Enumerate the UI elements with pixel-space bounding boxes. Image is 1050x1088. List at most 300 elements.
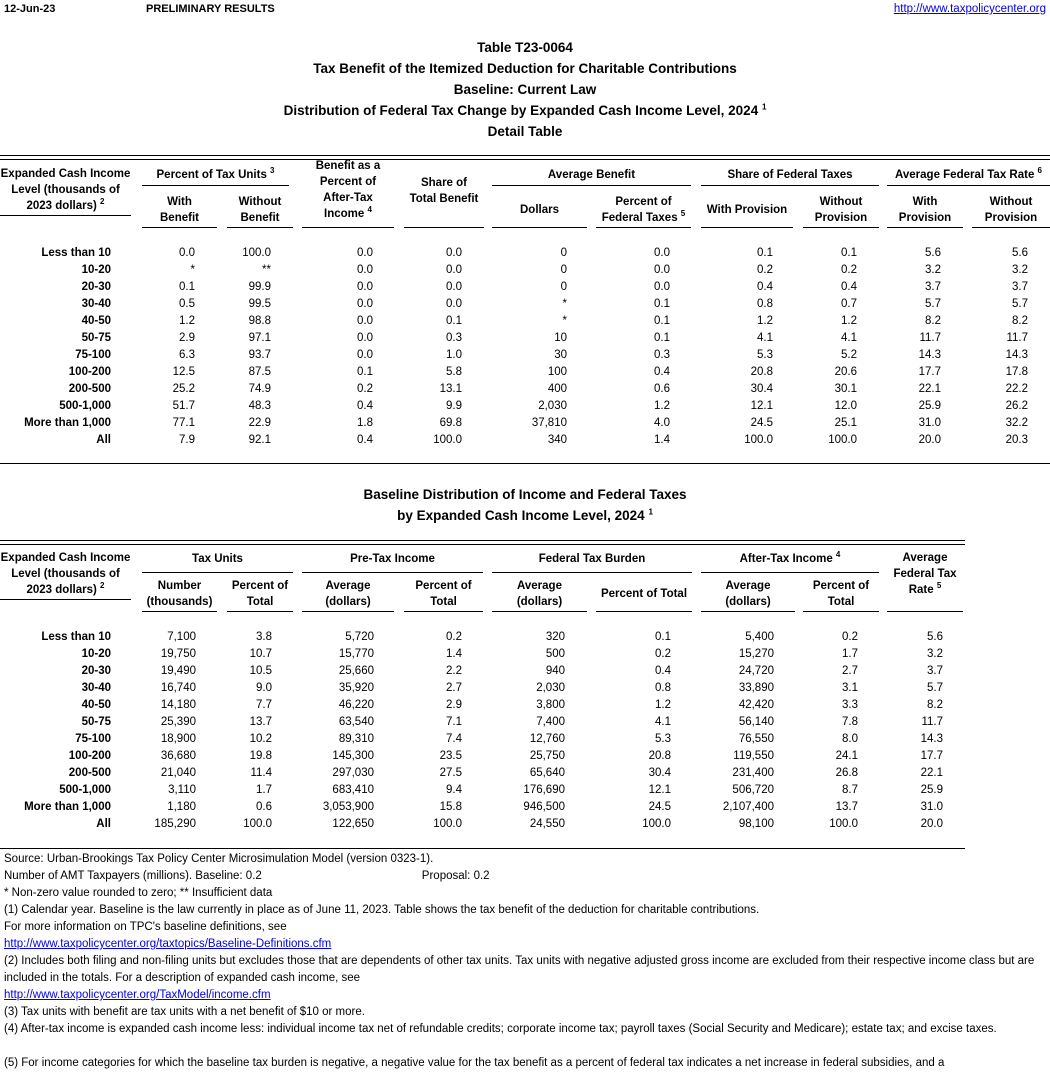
burden-avg-cell: 946,500 bbox=[523, 801, 565, 813]
income-level-cell: 75-100 bbox=[75, 733, 111, 745]
rate-with-cell: 20.0 bbox=[918, 434, 941, 446]
table-row bbox=[0, 245, 1050, 262]
pct-fed-cell: 0.1 bbox=[654, 315, 670, 327]
rate-without-cell: 11.7 bbox=[1006, 332, 1028, 344]
rate-cell: 25.9 bbox=[920, 784, 943, 796]
table-row bbox=[0, 296, 1050, 313]
footnote-4: (4) After-tax income is expanded cash income less: individual income tax net of refundable credits; corporate income tax; payroll taxes (Social Security and Medicare); estate tax; and excise taxes. bbox=[4, 1023, 997, 1035]
t2-col-avg-rate: Average Federal Tax Rate $^5$ bbox=[887, 550, 963, 612]
rate-without-cell: 20.3 bbox=[1005, 434, 1028, 446]
t2-group-tax-units: Tax Units bbox=[142, 551, 293, 573]
number-cell: 18,900 bbox=[160, 733, 196, 745]
rate-with-cell: 17.7 bbox=[918, 366, 941, 378]
after-pct-cell: 3.3 bbox=[842, 699, 858, 711]
rate-cell: 22.1 bbox=[920, 767, 943, 779]
pretax-pct-cell: 1.4 bbox=[446, 648, 462, 660]
detail-label: Detail Table bbox=[487, 124, 563, 139]
after-avg-cell: 5,400 bbox=[745, 631, 774, 643]
burden-avg-cell: 2,030 bbox=[536, 682, 565, 694]
source-note: Source: Urban-Brookings Tax Policy Center Microsimulation Model (version 0323-1). bbox=[4, 853, 434, 865]
t1-col-pct-fed: Percent of Federal Taxes $^5$ bbox=[596, 194, 691, 228]
after-pct-cell: 8.7 bbox=[842, 784, 858, 796]
rate-with-cell: 11.7 bbox=[919, 332, 941, 344]
units-pct-cell: 7.7 bbox=[256, 699, 272, 711]
number-cell: 1,180 bbox=[167, 801, 196, 813]
share-with-cell: 0.2 bbox=[757, 264, 773, 276]
income-level-cell: 30-40 bbox=[81, 682, 111, 694]
pct-fed-cell: 0.3 bbox=[654, 349, 670, 361]
burden-pct-cell: 20.8 bbox=[648, 750, 671, 762]
income-level-cell: 200-500 bbox=[68, 383, 111, 395]
share-without-cell: 4.1 bbox=[841, 332, 857, 344]
pretax-pct-cell: 23.5 bbox=[439, 750, 462, 762]
table1-top-border bbox=[0, 155, 1050, 160]
rate-with-cell: 8.2 bbox=[925, 315, 941, 327]
share-without-cell: 25.1 bbox=[834, 417, 857, 429]
table1-bottom-border bbox=[0, 463, 1050, 464]
rate-without-cell: 5.7 bbox=[1012, 298, 1028, 310]
table-row bbox=[0, 765, 1050, 782]
burden-pct-cell: 0.8 bbox=[655, 682, 671, 694]
share-without-cell: 12.0 bbox=[834, 400, 857, 412]
burden-pct-cell: 4.1 bbox=[655, 716, 671, 728]
pretax-pct-cell: 2.9 bbox=[446, 699, 462, 711]
t1-col-rate-with: With Provision bbox=[887, 194, 963, 228]
pretax-pct-cell: 0.2 bbox=[446, 631, 462, 643]
share-with-cell: 0.1 bbox=[757, 247, 773, 259]
footnote-1: (1) Calendar year. Baseline is the law currently in place as of June 11, 2023. Table shows the tax benefit of the deduction for charitable contributions. bbox=[4, 904, 760, 916]
avg-dollars-cell: * bbox=[562, 298, 567, 310]
income-level-cell: All bbox=[96, 818, 111, 830]
units-pct-cell: 13.7 bbox=[249, 716, 272, 728]
income-level-cell: More than 1,000 bbox=[24, 417, 111, 429]
pretax-avg-cell: 63,540 bbox=[338, 716, 374, 728]
t2-col-after-pct: Percent of Total bbox=[803, 578, 879, 612]
with-benefit-cell: 25.2 bbox=[172, 383, 195, 395]
share-total-cell: 0.0 bbox=[446, 281, 462, 293]
t2-col-number: Number (thousands) bbox=[142, 578, 217, 612]
table2-top-border bbox=[0, 540, 965, 545]
table-row bbox=[0, 415, 1050, 432]
benefit-pct-cell: 0.2 bbox=[357, 383, 373, 395]
pct-fed-cell: 0.0 bbox=[654, 264, 670, 276]
table-row bbox=[0, 714, 1050, 731]
after-avg-cell: 119,550 bbox=[733, 750, 774, 762]
table-id: Table T23-0064 bbox=[477, 40, 573, 55]
t1-col-benefit-pct: Benefit as a Percent of After-Tax Income $^4$ bbox=[302, 158, 394, 228]
without-benefit-cell: 93.7 bbox=[248, 349, 271, 361]
income-level-cell: 500-1,000 bbox=[59, 784, 111, 796]
t1-col-with-benefit: With Benefit bbox=[142, 194, 217, 228]
rate-without-cell: 14.3 bbox=[1005, 349, 1028, 361]
table-row bbox=[0, 748, 1050, 765]
with-benefit-cell: 77.1 bbox=[172, 417, 195, 429]
number-cell: 21,040 bbox=[160, 767, 196, 779]
share-with-cell: 5.3 bbox=[757, 349, 773, 361]
with-benefit-cell: 0.0 bbox=[179, 247, 195, 259]
avg-dollars-cell: 0 bbox=[560, 264, 567, 276]
pretax-pct-cell: 7.1 bbox=[446, 716, 462, 728]
burden-avg-cell: 24,550 bbox=[529, 818, 565, 830]
after-pct-cell: 8.0 bbox=[842, 733, 858, 745]
table-row bbox=[0, 799, 1050, 816]
rate-with-cell: 31.0 bbox=[918, 417, 941, 429]
units-pct-cell: 10.5 bbox=[249, 665, 272, 677]
after-pct-cell: 2.7 bbox=[842, 665, 858, 677]
number-cell: 19,750 bbox=[160, 648, 196, 660]
after-avg-cell: 24,720 bbox=[738, 665, 774, 677]
share-total-cell: 0.0 bbox=[446, 298, 462, 310]
t2-group-pretax: Pre-Tax Income bbox=[302, 551, 483, 573]
rate-cell: 17.7 bbox=[920, 750, 943, 762]
income-level-cell: 100-200 bbox=[68, 366, 111, 378]
after-avg-cell: 56,140 bbox=[738, 716, 774, 728]
avg-dollars-cell: 30 bbox=[554, 349, 567, 361]
income-level-cell: 20-30 bbox=[81, 281, 111, 293]
avg-dollars-cell: 340 bbox=[547, 434, 567, 446]
without-benefit-cell: 99.9 bbox=[248, 281, 271, 293]
t2-col-burden-pct: Percent of Total bbox=[596, 578, 692, 612]
share-without-cell: 20.6 bbox=[834, 366, 857, 378]
number-cell: 3,110 bbox=[168, 784, 196, 796]
t1-col-income-level: Expanded Cash Income Level (thousands of 2023 dollars) $^2$ bbox=[0, 166, 131, 216]
pretax-avg-cell: 15,770 bbox=[338, 648, 374, 660]
table-title: Tax Benefit of the Itemized Deduction for Charitable Contributions bbox=[313, 61, 737, 76]
pretax-pct-cell: 27.5 bbox=[439, 767, 462, 779]
benefit-pct-cell: 0.1 bbox=[357, 366, 373, 378]
report-date: 12-Jun-23 bbox=[4, 3, 56, 15]
pretax-pct-cell: 9.4 bbox=[446, 784, 462, 796]
footnote-1b: For more information on TPC's baseline definitions, see bbox=[4, 921, 287, 933]
rate-cell: 5.7 bbox=[927, 682, 943, 694]
income-definition-link[interactable]: http://www.taxpolicycenter.org/TaxModel/income.cfm bbox=[4, 989, 271, 1001]
burden-pct-cell: 30.4 bbox=[648, 767, 671, 779]
t1-group-pct-tax-units: Percent of Tax Units $^3$ bbox=[142, 167, 289, 186]
pretax-avg-cell: 35,920 bbox=[338, 682, 374, 694]
pretax-avg-cell: 3,053,900 bbox=[322, 801, 374, 813]
without-benefit-cell: 99.5 bbox=[248, 298, 271, 310]
burden-pct-cell: 24.5 bbox=[648, 801, 671, 813]
pretax-pct-cell: 2.2 bbox=[446, 665, 462, 677]
share-without-cell: 1.2 bbox=[841, 315, 857, 327]
table-row bbox=[0, 629, 1050, 646]
burden-pct-cell: 1.2 bbox=[655, 699, 671, 711]
table-subtitle: Distribution of Federal Tax Change by Expanded Cash Income Level, 2024 $^1$ bbox=[283, 102, 767, 118]
burden-avg-cell: 3,800 bbox=[536, 699, 565, 711]
income-level-cell: All bbox=[96, 434, 111, 446]
share-with-cell: 20.8 bbox=[750, 366, 773, 378]
burden-avg-cell: 176,690 bbox=[523, 784, 565, 796]
pretax-avg-cell: 25,660 bbox=[338, 665, 374, 677]
share-without-cell: 0.4 bbox=[841, 281, 857, 293]
after-avg-cell: 42,420 bbox=[738, 699, 774, 711]
share-total-cell: 0.3 bbox=[446, 332, 462, 344]
benefit-pct-cell: 0.0 bbox=[357, 315, 373, 327]
benefit-pct-cell: 0.4 bbox=[357, 400, 373, 412]
burden-avg-cell: 65,640 bbox=[529, 767, 565, 779]
avg-dollars-cell: 37,810 bbox=[531, 417, 567, 429]
rate-with-cell: 5.6 bbox=[925, 247, 941, 259]
number-cell: 36,680 bbox=[160, 750, 196, 762]
share-total-cell: 9.9 bbox=[446, 400, 462, 412]
pct-fed-cell: 1.2 bbox=[654, 400, 670, 412]
tpc-link[interactable]: http://www.taxpolicycenter.org bbox=[893, 3, 1046, 15]
share-without-cell: 0.7 bbox=[841, 298, 857, 310]
burden-avg-cell: 7,400 bbox=[536, 716, 565, 728]
with-benefit-cell: 7.9 bbox=[179, 434, 195, 446]
table-row bbox=[0, 381, 1050, 398]
rate-without-cell: 26.2 bbox=[1005, 400, 1028, 412]
burden-pct-cell: 100.0 bbox=[642, 818, 671, 830]
table-row bbox=[0, 262, 1050, 279]
without-benefit-cell: 100.0 bbox=[242, 247, 271, 259]
with-benefit-cell: 51.7 bbox=[172, 400, 195, 412]
pretax-pct-cell: 7.4 bbox=[446, 733, 462, 745]
after-avg-cell: 506,720 bbox=[732, 784, 774, 796]
number-cell: 19,490 bbox=[160, 665, 196, 677]
t1-group-avg-rate: Average Federal Tax Rate $^6$ bbox=[887, 167, 1050, 186]
avg-dollars-cell: 0 bbox=[560, 247, 567, 259]
benefit-pct-cell: 0.0 bbox=[357, 281, 373, 293]
pct-fed-cell: 0.4 bbox=[654, 366, 670, 378]
rate-cell: 5.6 bbox=[927, 631, 943, 643]
avg-dollars-cell: 0 bbox=[560, 281, 567, 293]
table-row bbox=[0, 347, 1050, 364]
t2-col-income-level: Expanded Cash Income Level (thousands of 2023 dollars) $^2$ bbox=[0, 550, 131, 600]
t1-col-share-without: Without Provision bbox=[803, 194, 879, 228]
burden-avg-cell: 25,750 bbox=[529, 750, 565, 762]
share-total-cell: 0.0 bbox=[446, 247, 462, 259]
after-pct-cell: 3.1 bbox=[842, 682, 858, 694]
without-benefit-cell: ** bbox=[262, 264, 271, 276]
share-with-cell: 100.0 bbox=[744, 434, 773, 446]
pretax-avg-cell: 145,300 bbox=[332, 750, 374, 762]
pretax-avg-cell: 89,310 bbox=[338, 733, 374, 745]
income-level-cell: 75-100 bbox=[75, 349, 111, 361]
with-benefit-cell: 0.1 bbox=[179, 281, 195, 293]
pretax-pct-cell: 2.7 bbox=[446, 682, 462, 694]
after-avg-cell: 2,107,400 bbox=[722, 801, 774, 813]
benefit-pct-cell: 0.4 bbox=[357, 434, 373, 446]
table-row bbox=[0, 313, 1050, 330]
table-row bbox=[0, 646, 1050, 663]
footnotes bbox=[4, 851, 1046, 1072]
income-level-cell: 10-20 bbox=[81, 648, 111, 660]
rate-without-cell: 22.2 bbox=[1005, 383, 1028, 395]
without-benefit-cell: 48.3 bbox=[248, 400, 271, 412]
with-benefit-cell: 2.9 bbox=[179, 332, 195, 344]
share-total-cell: 1.0 bbox=[446, 349, 462, 361]
pct-fed-cell: 0.1 bbox=[654, 332, 670, 344]
table-row bbox=[0, 782, 1050, 799]
units-pct-cell: 10.2 bbox=[249, 733, 272, 745]
share-without-cell: 5.2 bbox=[841, 349, 857, 361]
income-level-cell: 20-30 bbox=[81, 665, 111, 677]
income-level-cell: 100-200 bbox=[68, 750, 111, 762]
share-total-cell: 69.8 bbox=[439, 417, 462, 429]
table-row bbox=[0, 731, 1050, 748]
units-pct-cell: 19.8 bbox=[249, 750, 272, 762]
share-total-cell: 100.0 bbox=[433, 434, 462, 446]
share-with-cell: 30.4 bbox=[750, 383, 773, 395]
table-row bbox=[0, 364, 1050, 381]
legend-note: * Non-zero value rounded to zero; ** Insufficient data bbox=[4, 887, 273, 899]
table2-titles: Baseline Distribution of Income and Federal Taxes by Expanded Cash Income Level, 2024 $^1$ bbox=[363, 487, 687, 523]
rate-cell: 20.0 bbox=[920, 818, 943, 830]
t2-col-units-pct: Percent of Total bbox=[227, 578, 293, 612]
burden-pct-cell: 5.3 bbox=[655, 733, 671, 745]
t1-col-without-benefit: Without Benefit bbox=[227, 194, 293, 228]
t1-group-avg-benefit: Average Benefit bbox=[492, 167, 691, 186]
after-pct-cell: 13.7 bbox=[835, 801, 858, 813]
share-with-cell: 12.1 bbox=[750, 400, 773, 412]
table-row bbox=[0, 680, 1050, 697]
with-benefit-cell: 0.5 bbox=[179, 298, 195, 310]
units-pct-cell: 9.0 bbox=[256, 682, 272, 694]
burden-pct-cell: 0.1 bbox=[655, 631, 671, 643]
table-row bbox=[0, 432, 1050, 449]
after-avg-cell: 231,400 bbox=[732, 767, 774, 779]
pretax-pct-cell: 100.0 bbox=[433, 818, 462, 830]
pct-fed-cell: 0.0 bbox=[654, 281, 670, 293]
pct-fed-cell: 1.4 bbox=[654, 434, 670, 446]
pct-fed-cell: 0.6 bbox=[654, 383, 670, 395]
income-level-cell: 40-50 bbox=[81, 315, 111, 327]
benefit-pct-cell: 0.0 bbox=[357, 247, 373, 259]
rate-without-cell: 5.6 bbox=[1012, 247, 1028, 259]
table-row bbox=[0, 816, 1050, 833]
income-level-cell: Less than 10 bbox=[41, 631, 111, 643]
burden-pct-cell: 0.4 bbox=[655, 665, 671, 677]
with-benefit-cell: * bbox=[190, 264, 195, 276]
units-pct-cell: 3.8 bbox=[256, 631, 272, 643]
rate-with-cell: 25.9 bbox=[918, 400, 941, 412]
avg-dollars-cell: * bbox=[562, 315, 567, 327]
without-benefit-cell: 97.1 bbox=[248, 332, 271, 344]
number-cell: 14,180 bbox=[160, 699, 196, 711]
table-titles bbox=[0, 37, 1050, 142]
footnote-3: (3) Tax units with benefit are tax units with a net benefit of $10 or more. bbox=[4, 1006, 365, 1018]
pretax-avg-cell: 297,030 bbox=[332, 767, 374, 779]
after-pct-cell: 0.2 bbox=[842, 631, 858, 643]
rate-with-cell: 3.7 bbox=[925, 281, 941, 293]
income-level-cell: More than 1,000 bbox=[24, 801, 111, 813]
rate-without-cell: 3.7 bbox=[1012, 281, 1028, 293]
preliminary-label: PRELIMINARY RESULTS bbox=[146, 3, 275, 15]
benefit-pct-cell: 0.0 bbox=[357, 264, 373, 276]
rate-without-cell: 3.2 bbox=[1012, 264, 1028, 276]
rate-cell: 3.7 bbox=[927, 665, 943, 677]
t2-col-after-avg: Average (dollars) bbox=[701, 578, 795, 612]
income-level-cell: 200-500 bbox=[68, 767, 111, 779]
t1-group-share-fed: Share of Federal Taxes bbox=[701, 167, 879, 186]
table-row bbox=[0, 279, 1050, 296]
t1-col-share-with: With Provision bbox=[701, 194, 793, 228]
avg-dollars-cell: 100 bbox=[547, 366, 567, 378]
benefit-pct-cell: 0.0 bbox=[357, 298, 373, 310]
share-without-cell: 30.1 bbox=[834, 383, 857, 395]
table-row bbox=[0, 697, 1050, 714]
baseline-label: Baseline: Current Law bbox=[453, 82, 597, 97]
pct-fed-cell: 0.0 bbox=[654, 247, 670, 259]
without-benefit-cell: 22.9 bbox=[248, 417, 271, 429]
t1-col-share-total: Share of Total Benefit bbox=[404, 175, 484, 228]
footnote-5: (5) For income categories for which the baseline tax burden is negative, a negative value for the tax benefit as a percent of federal tax indicates a net increase in federal subsidies, and a bbox=[4, 1057, 945, 1069]
income-level-cell: 30-40 bbox=[81, 298, 111, 310]
pct-fed-cell: 0.1 bbox=[654, 298, 670, 310]
units-pct-cell: 100.0 bbox=[243, 818, 272, 830]
burden-pct-cell: 0.2 bbox=[655, 648, 671, 660]
avg-dollars-cell: 2,030 bbox=[538, 400, 567, 412]
pretax-avg-cell: 683,410 bbox=[332, 784, 374, 796]
rate-cell: 31.0 bbox=[920, 801, 943, 813]
with-benefit-cell: 1.2 bbox=[179, 315, 195, 327]
t1-col-rate-without: Without Provision bbox=[972, 194, 1050, 228]
without-benefit-cell: 98.8 bbox=[248, 315, 271, 327]
avg-dollars-cell: 400 bbox=[547, 383, 567, 395]
rate-without-cell: 8.2 bbox=[1012, 315, 1028, 327]
income-level-cell: 40-50 bbox=[81, 699, 111, 711]
after-pct-cell: 7.8 bbox=[842, 716, 858, 728]
income-level-cell: Less than 10 bbox=[41, 247, 111, 259]
number-cell: 16,740 bbox=[160, 682, 196, 694]
rate-with-cell: 3.2 bbox=[925, 264, 941, 276]
share-with-cell: 24.5 bbox=[750, 417, 773, 429]
benefit-pct-cell: 1.8 bbox=[357, 417, 373, 429]
share-without-cell: 100.0 bbox=[828, 434, 857, 446]
rate-cell: 11.7 bbox=[921, 716, 943, 728]
report-header bbox=[0, 3, 1050, 19]
burden-avg-cell: 12,760 bbox=[529, 733, 565, 745]
burden-avg-cell: 500 bbox=[545, 648, 565, 660]
rate-with-cell: 14.3 bbox=[918, 349, 941, 361]
t1-col-dollars: Dollars bbox=[492, 194, 587, 228]
after-avg-cell: 33,890 bbox=[738, 682, 774, 694]
table-row bbox=[0, 663, 1050, 680]
after-avg-cell: 98,100 bbox=[738, 818, 774, 830]
income-level-cell: 50-75 bbox=[81, 332, 111, 344]
table-row bbox=[0, 330, 1050, 347]
rate-with-cell: 5.7 bbox=[925, 298, 941, 310]
table2-bottom-border bbox=[0, 848, 965, 849]
income-level-cell: 10-20 bbox=[81, 264, 111, 276]
table-row bbox=[0, 398, 1050, 415]
units-pct-cell: 11.4 bbox=[250, 767, 272, 779]
share-total-cell: 5.8 bbox=[446, 366, 462, 378]
rate-cell: 3.2 bbox=[927, 648, 943, 660]
number-cell: 185,290 bbox=[154, 818, 196, 830]
benefit-pct-cell: 0.0 bbox=[357, 332, 373, 344]
after-avg-cell: 15,270 bbox=[738, 648, 774, 660]
amt-note: Number of AMT Taxpayers (millions). Baseline: 0.2 Proposal: 0.2 bbox=[4, 870, 490, 882]
rate-cell: 14.3 bbox=[920, 733, 943, 745]
rate-with-cell: 22.1 bbox=[918, 383, 941, 395]
share-total-cell: 0.1 bbox=[446, 315, 462, 327]
share-without-cell: 0.1 bbox=[841, 247, 857, 259]
baseline-definitions-link[interactable]: http://www.taxpolicycenter.org/taxtopics/Baseline-Definitions.cfm bbox=[4, 938, 332, 950]
share-with-cell: 1.2 bbox=[757, 315, 773, 327]
units-pct-cell: 10.7 bbox=[249, 648, 272, 660]
share-total-cell: 0.0 bbox=[446, 264, 462, 276]
t2-group-aftertax: After-Tax Income $^4$ bbox=[701, 551, 879, 573]
t2-group-fed-burden: Federal Tax Burden bbox=[492, 551, 692, 573]
pct-fed-cell: 4.0 bbox=[654, 417, 670, 429]
burden-pct-cell: 12.1 bbox=[648, 784, 671, 796]
without-benefit-cell: 92.1 bbox=[248, 434, 271, 446]
pretax-avg-cell: 46,220 bbox=[338, 699, 374, 711]
share-with-cell: 0.8 bbox=[757, 298, 773, 310]
units-pct-cell: 1.7 bbox=[256, 784, 272, 796]
